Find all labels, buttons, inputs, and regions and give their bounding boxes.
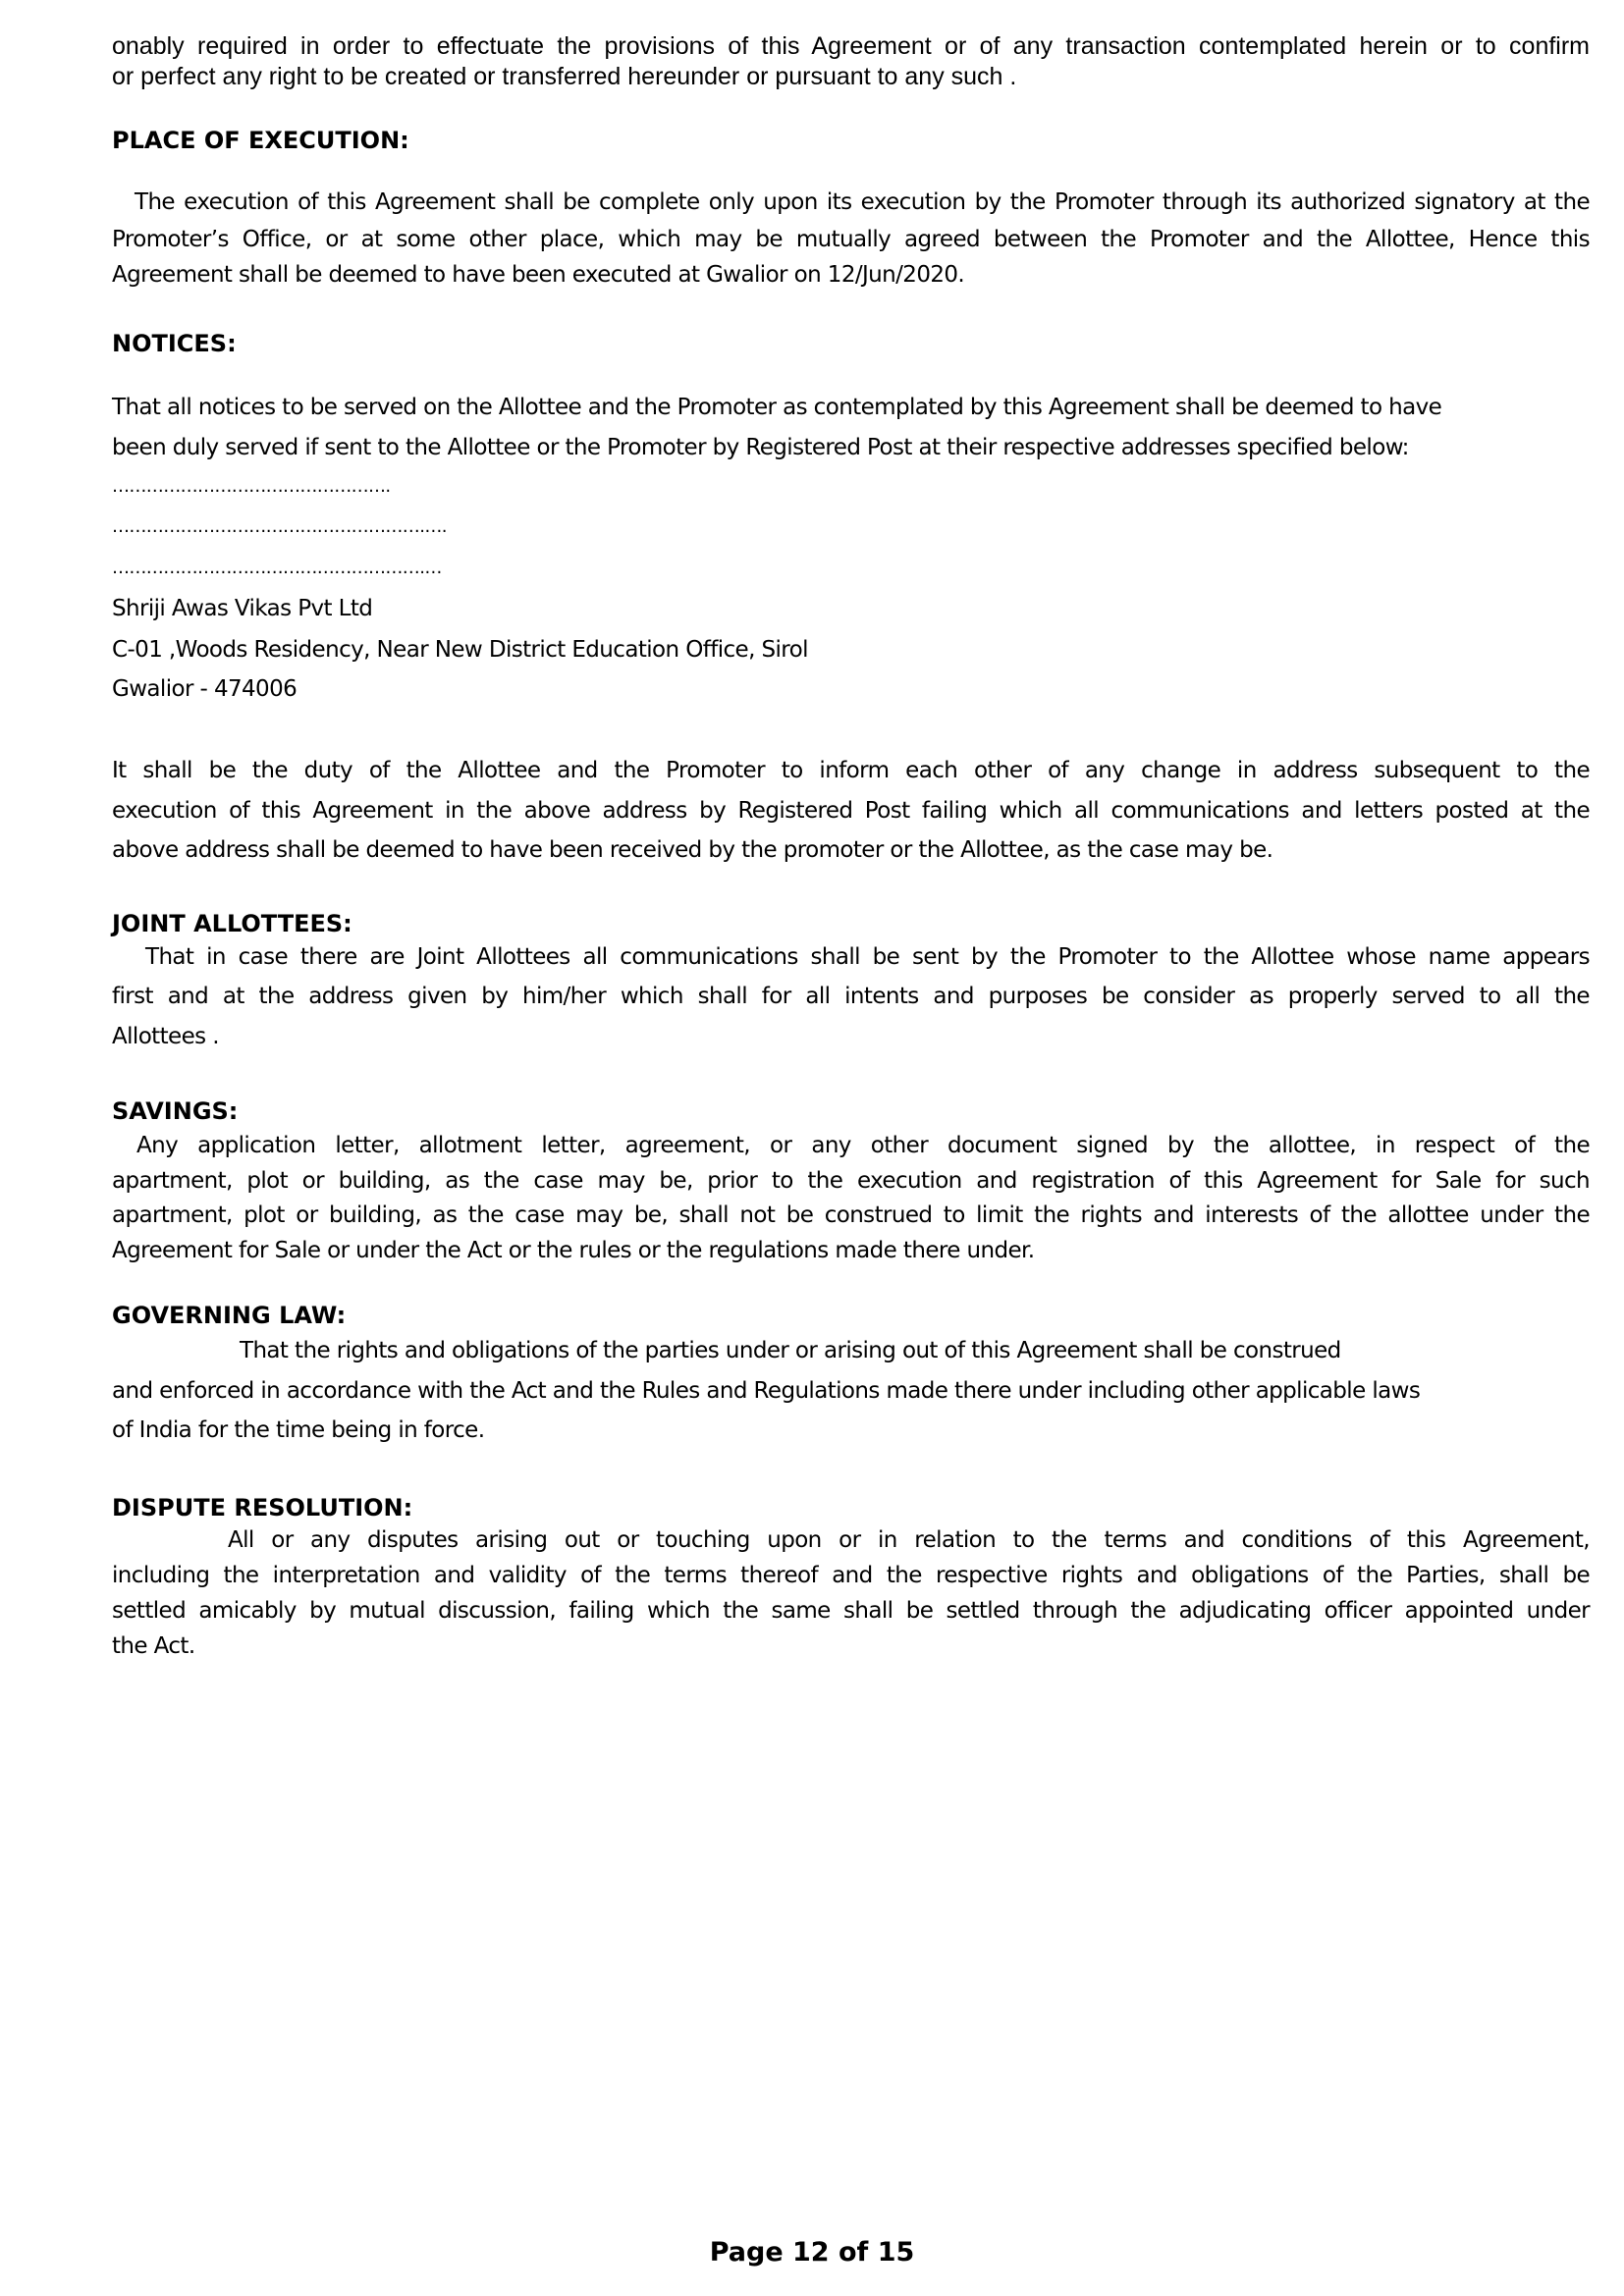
change-line-1: It shall be the duty of the Allottee and the Promoter to inform each other of any change in address subsequent to the — [112, 758, 1590, 783]
heading-governing-law: GOVERNING LAW: — [112, 1302, 347, 1329]
governing-line-1: That the rights and obligations of the parties under or arising out of this Agreement shall be construed — [240, 1338, 1341, 1363]
intro-line-1: onably required in order to effectuate the provisions of this Agreement or of any transaction contemplated herein or to confirm — [112, 32, 1590, 60]
dispute-line-4: the Act. — [112, 1633, 195, 1659]
intro-line-2: or perfect any right to be created or transferred hereunder or pursuant to any such . — [112, 63, 1017, 90]
joint-line-1: That in case there are Joint Allottees all communications shall be sent by the Promoter to the Allottee whose name appears — [145, 944, 1590, 970]
address-street: C-01 ,Woods Residency, Near New District Education Office, Sirol — [112, 637, 808, 663]
change-line-2: execution of this Agreement in the above address by Registered Post failing which all communications and letters posted at the — [112, 798, 1590, 824]
notices-blank-2: ……………………………………………….…. — [112, 516, 447, 537]
notices-blank-3: ……………………………………………….… — [112, 558, 442, 578]
heading-joint-allottees: JOINT ALLOTTEES: — [112, 910, 352, 937]
heading-savings: SAVINGS: — [112, 1097, 239, 1125]
notices-line-2: been duly served if sent to the Allottee or the Promoter by Registered Post at their respective addresses specified below: — [112, 435, 1409, 460]
heading-place-of-execution: PLACE OF EXECUTION: — [112, 127, 409, 154]
joint-line-3: Allottees . — [112, 1024, 219, 1049]
savings-line-2: apartment, plot or building, as the case may be, prior to the execution and registration of this Agreement for Sale for such — [112, 1168, 1590, 1194]
dispute-line-1: All or any disputes arising out or touching upon or in relation to the terms and conditions of this Agreement, — [228, 1527, 1590, 1553]
savings-line-3: apartment, plot or building, as the case may be, shall not be construed to limit the rights and interests of the allottee under the — [112, 1202, 1590, 1228]
change-line-3: above address shall be deemed to have been received by the promoter or the Allottee, as the case may be. — [112, 837, 1273, 863]
savings-line-1: Any application letter, allotment letter, agreement, or any other document signed by the allottee, in respect of the — [136, 1133, 1590, 1158]
governing-line-2: and enforced in accordance with the Act and the Rules and Regulations made there under including other applicable laws — [112, 1378, 1421, 1404]
place-line-2: Promoter’s Office, or at some other place, which may be mutually agreed between the Promoter and the Allottee, Hence this — [112, 227, 1590, 252]
notices-line-1: That all notices to be served on the Allottee and the Promoter as contemplated by this Agreement shall be deemed to have — [112, 395, 1442, 420]
notices-blank-1: …………………………………………. — [112, 476, 391, 497]
place-line-1: The execution of this Agreement shall be complete only upon its execution by the Promoter through its authorized signatory at the — [135, 189, 1590, 215]
heading-dispute-resolution: DISPUTE RESOLUTION: — [112, 1494, 413, 1522]
address-city: Gwalior - 474006 — [112, 676, 298, 702]
dispute-line-2: including the interpretation and validity of the terms thereof and the respective rights and obligations of the Parties, shall be — [112, 1563, 1590, 1588]
savings-line-4: Agreement for Sale or under the Act or the rules or the regulations made there under. — [112, 1238, 1035, 1263]
heading-notices: NOTICES: — [112, 330, 237, 357]
address-company: Shriji Awas Vikas Pvt Ltd — [112, 596, 373, 621]
dispute-line-3: settled amicably by mutual discussion, failing which the same shall be settled through the adjudicating officer appointed under — [112, 1598, 1590, 1624]
joint-line-2: first and at the address given by him/her which shall for all intents and purposes be consider as properly served to all the — [112, 984, 1590, 1009]
place-line-3: Agreement shall be deemed to have been executed at Gwalior on 12/Jun/2020. — [112, 262, 965, 288]
governing-line-3: of India for the time being in force. — [112, 1417, 485, 1443]
page-number: Page 12 of 15 — [709, 2237, 915, 2268]
